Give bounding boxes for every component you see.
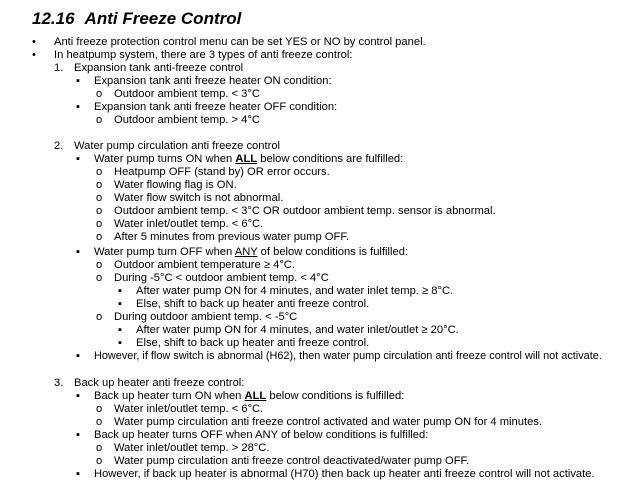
bullet-icon: • (32, 36, 36, 48)
circle-bullet-icon: o (96, 259, 103, 271)
circle-bullet-icon: o (96, 455, 103, 467)
keyword-all: ALL (235, 153, 258, 165)
circle-bullet-icon: o (96, 205, 103, 217)
keyword-any: ANY (234, 246, 258, 258)
square-bullet-icon: ▪ (76, 153, 80, 165)
square-bullet-icon: ▪ (118, 285, 122, 297)
circle-bullet-icon: o (96, 114, 103, 126)
square-bullet-icon: ▪ (76, 75, 80, 87)
circle-bullet-icon: o (96, 311, 103, 323)
section-number: 12.16 (32, 9, 75, 28)
section-title: Anti Freeze Control (84, 9, 242, 28)
circle-bullet-icon: o (96, 218, 103, 230)
square-bullet-icon: ▪ (118, 324, 122, 336)
circle-bullet-icon: o (96, 166, 103, 178)
square-bullet-icon: ▪ (76, 429, 80, 441)
circle-bullet-icon: o (96, 192, 103, 204)
square-bullet-icon: ▪ (118, 298, 122, 310)
circle-bullet-icon: o (96, 416, 103, 428)
circle-bullet-icon: o (96, 179, 103, 191)
section-heading (32, 9, 241, 29)
square-bullet-icon: ▪ (76, 468, 80, 480)
circle-bullet-icon: o (96, 272, 103, 284)
square-bullet-icon: ▪ (76, 390, 80, 402)
circle-bullet-icon: o (96, 403, 103, 415)
square-bullet-icon: ▪ (76, 246, 80, 258)
circle-bullet-icon: o (96, 231, 103, 243)
square-bullet-icon: ▪ (118, 337, 122, 349)
square-bullet-icon: ▪ (76, 101, 80, 113)
keyword-all: ALL (244, 390, 267, 402)
square-bullet-icon: ▪ (76, 350, 80, 362)
circle-bullet-icon: o (96, 88, 103, 100)
circle-bullet-icon: o (96, 442, 103, 454)
bullet-icon: • (32, 49, 36, 61)
